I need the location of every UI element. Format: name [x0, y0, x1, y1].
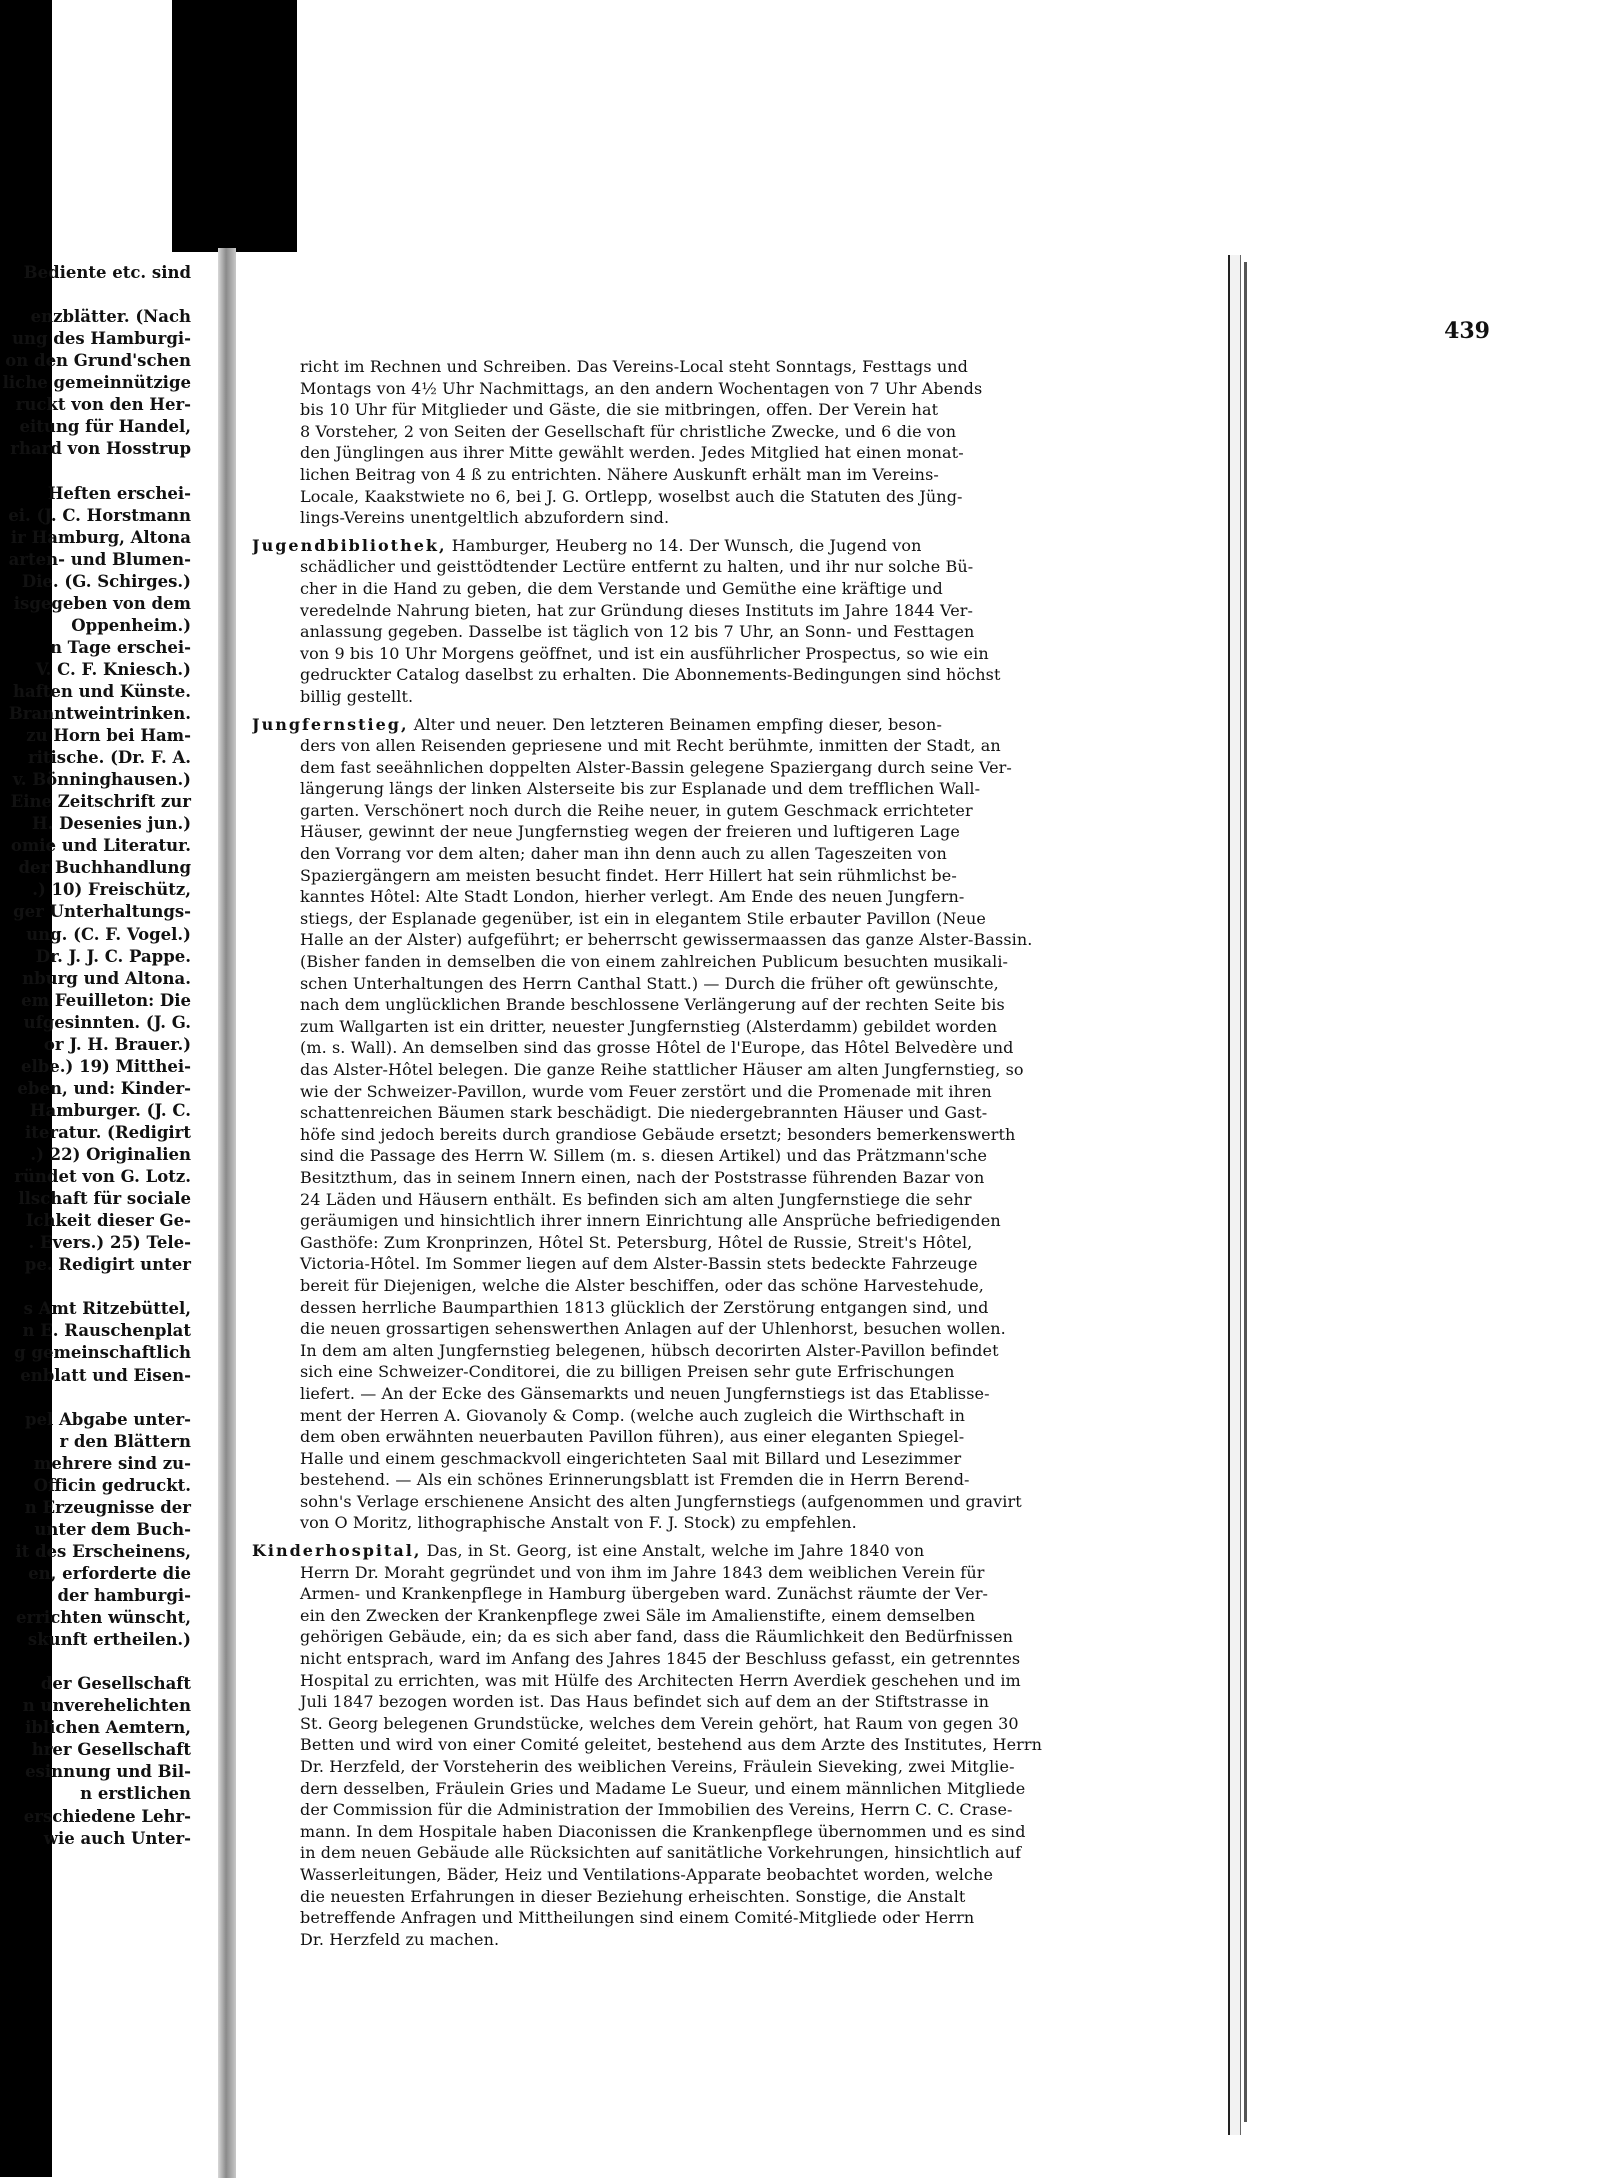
entry-line: nach dem unglücklichen Brande beschlossene Verlängerung auf der rechten Seite bis — [300, 995, 1005, 1015]
entry-line: betreffende Anfragen und Mittheilungen sind einem Comité-Mitgliede oder Herrn — [300, 1908, 975, 1928]
entry-line: dern desselben, Fräulein Gries und Madame Le Sueur, und einem männlichen Mitgliede — [300, 1778, 1026, 1798]
entry-line: anlassung gegeben. Dasselbe ist täglich von 12 bis 7 Uhr, an Sonn- und Festtagen — [300, 622, 975, 642]
entry-line: In dem am alten Jungfernstieg belegenen, hübsch decorirten Alster-Pavillon befindet — [300, 1340, 999, 1360]
left-page-line: v. Bönninghausen.) — [12, 770, 191, 790]
left-page-line: ei. (J. C. Horstmann — [8, 505, 191, 525]
entry-line — [252, 1540, 1120, 1562]
entry-line: von 9 bis 10 Uhr Morgens geöffnet, und ist ein ausführlicher Prospectus, so wie ein — [300, 643, 989, 663]
entry-line: Hospital zu errichten, was mit Hülfe des Architecten Herrn Averdiek geschehen und im — [300, 1670, 1021, 1690]
entry-line: den Jünglingen aus ihrer Mitte gewählt werden. Jedes Mitglied hat einen monat- — [300, 443, 964, 463]
left-page-line: n Erzeugnisse der — [24, 1497, 191, 1517]
entry-line: höfe sind jedoch bereits durch grandiose Gebäude ersetzt; besonders bemerkenswerth — [300, 1124, 1016, 1144]
left-page-line: esinnung und Bil- — [25, 1762, 191, 1782]
entry-line: veredelnde Nahrung bieten, hat zur Gründung dieses Instituts im Jahre 1844 Ver- — [300, 600, 974, 620]
entry-line: Locale, Kaakstwiete no 6, bei J. G. Ortlepp, woselbst auch die Statuten des Jüng- — [300, 486, 963, 506]
left-page-line: elbe.) 19) Mitthei- — [21, 1056, 191, 1076]
entry-line: 8 Vorsteher, 2 von Seiten der Gesellschaft für christliche Zwecke, und 6 die von — [300, 421, 957, 441]
entry-headword: Kinderhospital, — [252, 1541, 422, 1561]
entry-line: das Alster-Hôtel belegen. Die ganze Reihe stattlicher Häuser am alten Jungfernstieg, so — [300, 1060, 1024, 1079]
left-page-line: it des Erscheinens, — [15, 1541, 191, 1561]
left-page-line: r den Blättern — [59, 1431, 191, 1451]
entry-line: billig gestellt. — [300, 686, 414, 706]
left-page-line: n erstlichen — [80, 1784, 191, 1804]
left-page-line: s Amt Ritzebüttel, — [23, 1299, 191, 1319]
left-page-line: errichten wünscht, — [16, 1608, 191, 1628]
entry-line: sind die Passage des Herrn W. Sillem (m. s. diesen Artikel) und das Prätzmann'sche — [300, 1146, 988, 1166]
entry-line: die neuesten Erfahrungen in dieser Beziehung erheischten. Sonstige, die Anstalt — [300, 1886, 966, 1906]
left-page-line: hrer Gesellschaft — [31, 1740, 191, 1760]
left-page-line: ufgesinnten. (J. G. — [23, 1012, 191, 1032]
entry-line: von O Moritz, lithographische Anstalt von F. J. Stock) zu empfehlen. — [300, 1513, 857, 1533]
entry-line: bestehend. — Als ein schönes Erinnerungsblatt ist Fremden die in Herrn Berend- — [300, 1470, 970, 1490]
left-page-line: Oppenheim.) — [71, 615, 191, 635]
entry-line: richt im Rechnen und Schreiben. Das Vereins-Local steht Sonntags, Festtags und — [300, 357, 969, 376]
left-page-line: Ichkeit dieser Ge- — [25, 1211, 191, 1231]
entry-line: geräumigen und hinsichtlich ihrer innern Einrichtung alle Ansprüche befriedigenden — [300, 1211, 1001, 1231]
entry-line: Dr. Herzfeld zu machen. — [300, 1929, 500, 1949]
entry-line: längerung längs der linken Alsterseite bis zur Esplanade und dem trefflichen Wall- — [300, 779, 981, 799]
left-page-line: Heften erschei- — [47, 483, 191, 503]
entry-line: Wasserleitungen, Bäder, Heiz und Ventilations-Apparate beobachtet worden, welche — [300, 1864, 994, 1884]
entry-line: gedruckter Catalog daselbst zu erhalten. Die Abonnements-Bedingungen sind höchst — [300, 665, 1001, 685]
left-page-line: erschiedene Lehr- — [23, 1806, 191, 1826]
entry-line — [252, 714, 1120, 736]
entry-line: mann. In dem Hospitale haben Diaconissen die Krankenpflege übernommen und es sind — [300, 1821, 1026, 1841]
entry-line: bereit für Diejenigen, welche die Alster beschiffen, oder das schöne Harvestehude, — [300, 1275, 984, 1295]
left-page-line: n Tage erschei- — [49, 637, 191, 657]
left-page-line: ung. (C. F. Vogel.) — [26, 924, 191, 944]
entry-headword: Jugendbibliothek, — [252, 535, 447, 555]
left-page-line: ritische. (Dr. F. A. — [27, 748, 191, 768]
entry-line: cher in die Hand zu geben, die dem Verstande und Gemüthe eine kräftige und — [300, 578, 943, 598]
left-page-line: unter dem Buch- — [34, 1519, 191, 1539]
entry-line: (Bisher fanden in demselben die von einem zahlreichen Publicum besuchten musikali- — [300, 952, 1009, 972]
left-page-line: Eine Zeitschrift zur — [10, 792, 191, 812]
left-page-line: Bediente etc. sind — [23, 263, 191, 282]
left-page-line: V. C. F. Kniesch.) — [35, 659, 191, 679]
entry-line: dessen herrliche Baumparthien 1813 glücklich der Zerstörung entgangen sind, und — [300, 1297, 989, 1317]
dictionary-entry — [252, 1540, 1120, 1950]
left-page-line: .) 10) Freischütz, — [32, 880, 191, 900]
left-page-line: liche gemeinnützige — [2, 373, 191, 393]
entry-line: 24 Läden und Häusern enthält. Es befinden sich am alten Jungfernstiege die sehr — [300, 1189, 972, 1209]
entry-line: den Vorrang vor dem alten; daher man ihn denn auch zu allen Tageszeiten von — [300, 844, 947, 864]
left-page-line: mehrere sind zu- — [33, 1453, 191, 1473]
entry-line: Armen- und Krankenpflege in Hamburg übergeben ward. Zunächst räumte der Ver- — [300, 1584, 989, 1604]
left-page-line: n E. Rauschenplat — [22, 1321, 191, 1341]
left-page-line: . Evers.) 25) Tele- — [28, 1233, 191, 1253]
entry-line: Juli 1847 bezogen worden ist. Das Haus befindet sich auf dem an der Stiftstrasse in — [300, 1692, 990, 1712]
entry-line — [252, 535, 1120, 557]
left-page-line: em Feuilleton: Die — [21, 990, 191, 1010]
entry-line: Gasthöfe: Zum Kronprinzen, Hôtel St. Petersburg, Hôtel de Russie, Streit's Hôtel, — [300, 1232, 973, 1252]
entry-line: Dr. Herzfeld, der Vorsteherin des weiblichen Vereins, Fräulein Sieveking, zwei Mitglie- — [300, 1757, 1015, 1776]
entry-line: Victoria-Hôtel. Im Sommer liegen auf dem Alster-Bassin stets bedeckte Fahrzeuge — [300, 1254, 978, 1274]
entry-line: wie der Schweizer-Pavillon, wurde vom Feuer zerstört und die Promenade mit ihren — [300, 1081, 992, 1101]
left-page-line: Branntweintrinken. — [8, 704, 191, 723]
entry-line-text: Hamburger, Heuberg no 14. Der Wunsch, die Jugend von — [446, 535, 922, 555]
left-page-line: or J. H. Brauer.) — [43, 1034, 191, 1054]
entry-line: liefert. — An der Ecke des Gänsemarkts und neuen Jungfernstiegs ist das Etablisse- — [300, 1383, 990, 1403]
left-page-line: enblatt und Eisen- — [20, 1365, 191, 1385]
left-page-line: ger Unterhaltungs- — [13, 902, 191, 922]
left-page-line: Dr. J. J. C. Pappe. — [35, 946, 191, 966]
left-page-line: on den Grund'schen — [5, 351, 191, 371]
left-page-line: zu Horn bei Ham- — [26, 726, 191, 746]
scan-shadow-top — [172, 0, 297, 252]
entry-line: schen Unterhaltungen des Herrn Canthal Statt.) — Durch die früher oft gewünschte, — [300, 973, 999, 993]
entry-line: in dem neuen Gebäude alle Rücksichten auf sanitätliche Vorkehrungen, hinsichtlich auf — [300, 1843, 1022, 1863]
left-page-line: llschaft für sociale — [18, 1189, 191, 1209]
left-page-line: pel Abgabe unter- — [24, 1409, 191, 1429]
left-page-line: n unverehelichten — [22, 1696, 191, 1716]
left-page-line: enzblätter. (Nach — [30, 307, 191, 327]
entry-line: Häuser, gewinnt der neue Jungfernstieg wegen der freieren und luftigeren Lage — [300, 822, 960, 842]
left-page-line: skunft ertheilen.) — [27, 1630, 191, 1650]
entry-line: (m. s. Wall). An demselben sind das grosse Hôtel de l'Europe, das Hôtel Belvedère und — [300, 1038, 1014, 1058]
left-page-line: ruckt von den Her- — [15, 395, 191, 415]
entry-line: dem oben erwähnten neuerbauten Pavillon führen), aus einer eleganten Spiegel- — [300, 1427, 965, 1447]
left-page-line: ir Hamburg, Altona — [10, 527, 191, 547]
dictionary-entry — [252, 356, 1120, 529]
entry-line: lings-Vereins unentgeltlich abzufordern sind. — [300, 508, 670, 528]
left-page-line: der Buchhandlung — [18, 858, 191, 878]
left-page-line: ung des Hamburgi- — [12, 329, 191, 349]
left-page-line: omie und Literatur. — [10, 836, 191, 856]
entry-line: Betten und wird von einer Comité geleitet, bestehend aus dem Arzte des Institutes, Herrn — [300, 1735, 1043, 1755]
left-page-line: isgegeben von dem — [13, 593, 191, 613]
entry-line: sich eine Schweizer-Conditorei, die zu billigen Preisen sehr gute Erfrischungen — [300, 1362, 955, 1382]
left-page-line: der hamburgi- — [57, 1586, 191, 1605]
right-page-text — [252, 356, 1120, 1956]
entry-line: kanntes Hôtel: Alte Stadt London, hierher verlegt. Am Ende des neuen Jungfern- — [300, 887, 965, 907]
entry-line: ders von allen Reisenden gepriesene und mit Recht berühmte, inmitten der Stadt, an — [300, 736, 1001, 756]
left-page-line: H. Desenies jun.) — [32, 814, 191, 834]
left-page-line: Hamburger. (J. C. — [29, 1100, 191, 1120]
entry-line-text: Das, in St. Georg, ist eine Anstalt, welche im Jahre 1840 von — [421, 1541, 925, 1561]
entry-line: Halle an der Alster) aufgeführt; er beherrscht gewissermaassen das ganze Alster-Bassin. — [300, 930, 1033, 950]
entry-line: sohn's Verlage erschienene Ansicht des alten Jungfernstiegs (aufgenommen und gravirt — [300, 1491, 1022, 1511]
left-page-line: pe. Redigirt unter — [24, 1255, 191, 1275]
left-page-line: eben, und: Kinder- — [17, 1078, 191, 1098]
book-gutter — [218, 248, 236, 2178]
entry-line: garten. Verschönert noch durch die Reihe neuer, in gutem Geschmack errichteter — [300, 800, 973, 820]
entry-line: schattenreichen Bäumen stark beschädigt. Die niedergebrannten Häuser und Gast- — [300, 1103, 988, 1123]
entry-line: Halle und einem geschmackvoll eingerichteten Saal mit Billard und Lesezimmer — [300, 1448, 962, 1468]
entry-line-text: Alter und neuer. Den letzteren Beinamen empfing dieser, beson- — [408, 714, 942, 734]
left-page-line: eitung für Handel, — [19, 417, 191, 437]
entry-line: schädlicher und geisttödtender Lectüre entfernt zu halten, und ihr nur solche Bü- — [300, 557, 974, 577]
entry-line: Besitzthum, das in seinem Innern einen, nach der Poststrasse führenden Bazar von — [300, 1167, 985, 1187]
entry-line: ein den Zwecken der Krankenpflege zwei Säle im Amalienstifte, einem demselben — [300, 1605, 976, 1625]
dictionary-entry — [252, 535, 1120, 708]
left-page-line: rhard von Hosstrup — [10, 439, 191, 459]
page-edge-shadow — [1244, 262, 1247, 2122]
entry-line: die neuen grossartigen sehenswerthen Anlagen auf der Uhlenhorst, besuchen wollen. — [300, 1319, 1006, 1339]
left-page-line: wie auch Unter- — [43, 1828, 191, 1848]
entry-headword: Jungfernstieg, — [252, 714, 409, 734]
page-number: 439 — [1444, 318, 1490, 344]
left-page-fragment — [0, 258, 205, 2158]
left-page-line: arten- und Blumen- — [8, 549, 191, 569]
entry-line: dem fast seeähnlichen doppelten Alster-Bassin gelegene Spaziergang durch seine Ver- — [300, 757, 1012, 777]
left-page-line: nburg und Altona. — [22, 968, 191, 988]
entry-line: stiegs, der Esplanade gegenüber, ist ein in elegantem Stile erbauter Pavillon (Neue — [300, 908, 986, 928]
entry-line: gehörigen Gebäude, ein; da es sich aber fand, dass die Räumlichkeit den Bedürfnissen — [300, 1627, 1013, 1647]
left-page-line: der Gesellschaft — [40, 1674, 191, 1694]
entry-line: lichen Beitrag von 4 ß zu entrichten. Nähere Auskunft erhält man im Vereins- — [300, 464, 939, 484]
entry-line: ment der Herren A. Giovanoly & Comp. (welche auch zugleich die Wirthschaft in — [300, 1405, 966, 1425]
entry-line: zum Wallgarten ist ein dritter, neuester Jungfernstieg (Alsterdamm) gebildet worden — [300, 1016, 998, 1036]
left-page-line: .) 22) Originalien — [30, 1145, 191, 1164]
entry-line: bis 10 Uhr für Mitglieder und Gäste, die sie mitbringen, offen. Der Verein hat — [300, 400, 939, 420]
left-page-line: iblichen Aemtern, — [25, 1718, 191, 1738]
left-page-line: Officin gedruckt. — [33, 1475, 191, 1495]
entry-line: Herrn Dr. Moraht gegründet und von ihm im Jahre 1843 dem weiblichen Verein für — [300, 1562, 985, 1582]
entry-line: der Commission für die Administration der Immobilien des Vereins, Herrn C. C. Crase- — [300, 1800, 1013, 1820]
entry-line: Montags von 4½ Uhr Nachmittags, an den andern Wochentagen von 7 Uhr Abends — [300, 378, 983, 398]
left-page-line: ründet von G. Lotz. — [14, 1167, 191, 1187]
page-edge — [1228, 255, 1241, 2135]
entry-line: St. Georg belegenen Grundstücke, welches dem Verein gehört, hat Raum von gegen 30 — [300, 1713, 1019, 1733]
left-page-line: haften und Künste. — [12, 681, 191, 701]
left-page-line: g gemeinschaftlich — [14, 1343, 191, 1363]
left-page-line: Die. (G. Schirges.) — [21, 571, 191, 591]
left-page-line: en, erforderte die — [28, 1563, 191, 1583]
dictionary-entry — [252, 714, 1120, 1535]
entry-line: Spaziergängern am meisten besucht findet. Herr Hillert hat sein rühmlichst be- — [300, 865, 957, 885]
left-page-line: iteratur. (Redigirt — [25, 1122, 191, 1142]
entry-line: nicht entsprach, ward im Anfang des Jahres 1845 der Beschluss gefasst, ein getrenntes — [300, 1649, 1021, 1669]
